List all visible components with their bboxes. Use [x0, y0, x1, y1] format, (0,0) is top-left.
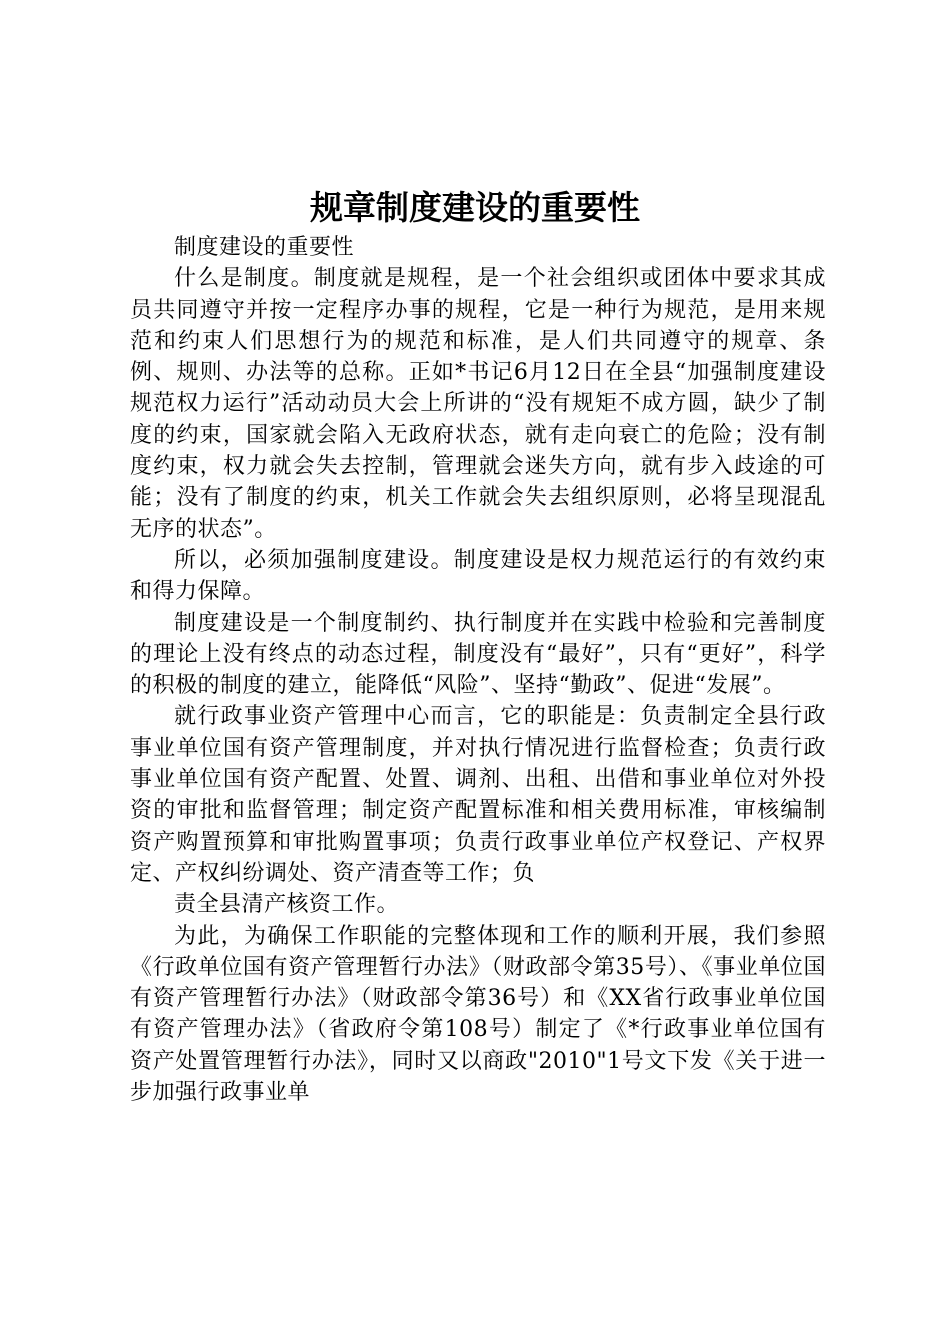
paragraph-subtitle: 制度建设的重要性 [174, 235, 355, 260]
document-title: 规章制度建设的重要性 [310, 188, 640, 227]
paragraph-definition: 什么是制度。制度就是规程，是一个社会组织或团体中要求其成员共同遵守并按一定程序办事的规程，它是一种行为规范，是用来规范和约束人们思想行为的规范和标准，是人们共同遵守的规章、条例、规则、办法等的总称。正如*书记6月12日在全县“加强制度建设规范权力运行”活动动员大会上所讲的“没有规矩不成方圆，缺少了制度的约束，国家就会陷入无政府状态，就有走向衰亡的危险；没有制度约束，权力就会失去控制，管理就会迷失方向，就有步入歧途的可能；没有了制度的约束，机关工作就会失去组织原则，必将呈现混乱无序的状态”。 [130, 266, 826, 542]
paragraph-duties-continued: 责全县清产核资工作。 [174, 892, 400, 918]
document-body [130, 232, 826, 1108]
paragraph-regulations: 为此，为确保工作职能的完整体现和工作的顺利开展，我们参照《行政单位国有资产管理暂行办法》（财政部令第35号）、《事业单位国有资产管理暂行办法》（财政部令第36号）和《XX省行政事业单位国有资产管理办法》（省政府令第108号）制定了《*行政事业单位国有资产处置管理暂行办法》，同时又以商政"2010"1号文下发《关于进一步加强行政事业单 [130, 923, 826, 1106]
paragraph-necessity: 所以，必须加强制度建设。制度建设是权力规范运行的有效约束和得力保障。 [130, 547, 826, 605]
paragraph-dynamic-process: 制度建设是一个制度制约、执行制度并在实践中检验和完善制度的理论上没有终点的动态过程，制度没有“最好”，只有“更好”，科学的积极的制度的建立，能降低“风险”、坚持“勤政”、促进“发展”。 [130, 610, 826, 699]
paragraph-center-duties: 就行政事业资产管理中心而言，它的职能是：负责制定全县行政事业单位国有资产管理制度，并对执行情况进行监督检查；负责行政事业单位国有资产配置、处置、调剂、出租、出借和事业单位对外投资的审批和监督管理；制定资产配置标准和相关费用标准，审核编制资产购置预算和审批购置事项；负责行政事业单位产权登记、产权界定、产权纠纷调处、资产清查等工作；负 [130, 704, 826, 886]
